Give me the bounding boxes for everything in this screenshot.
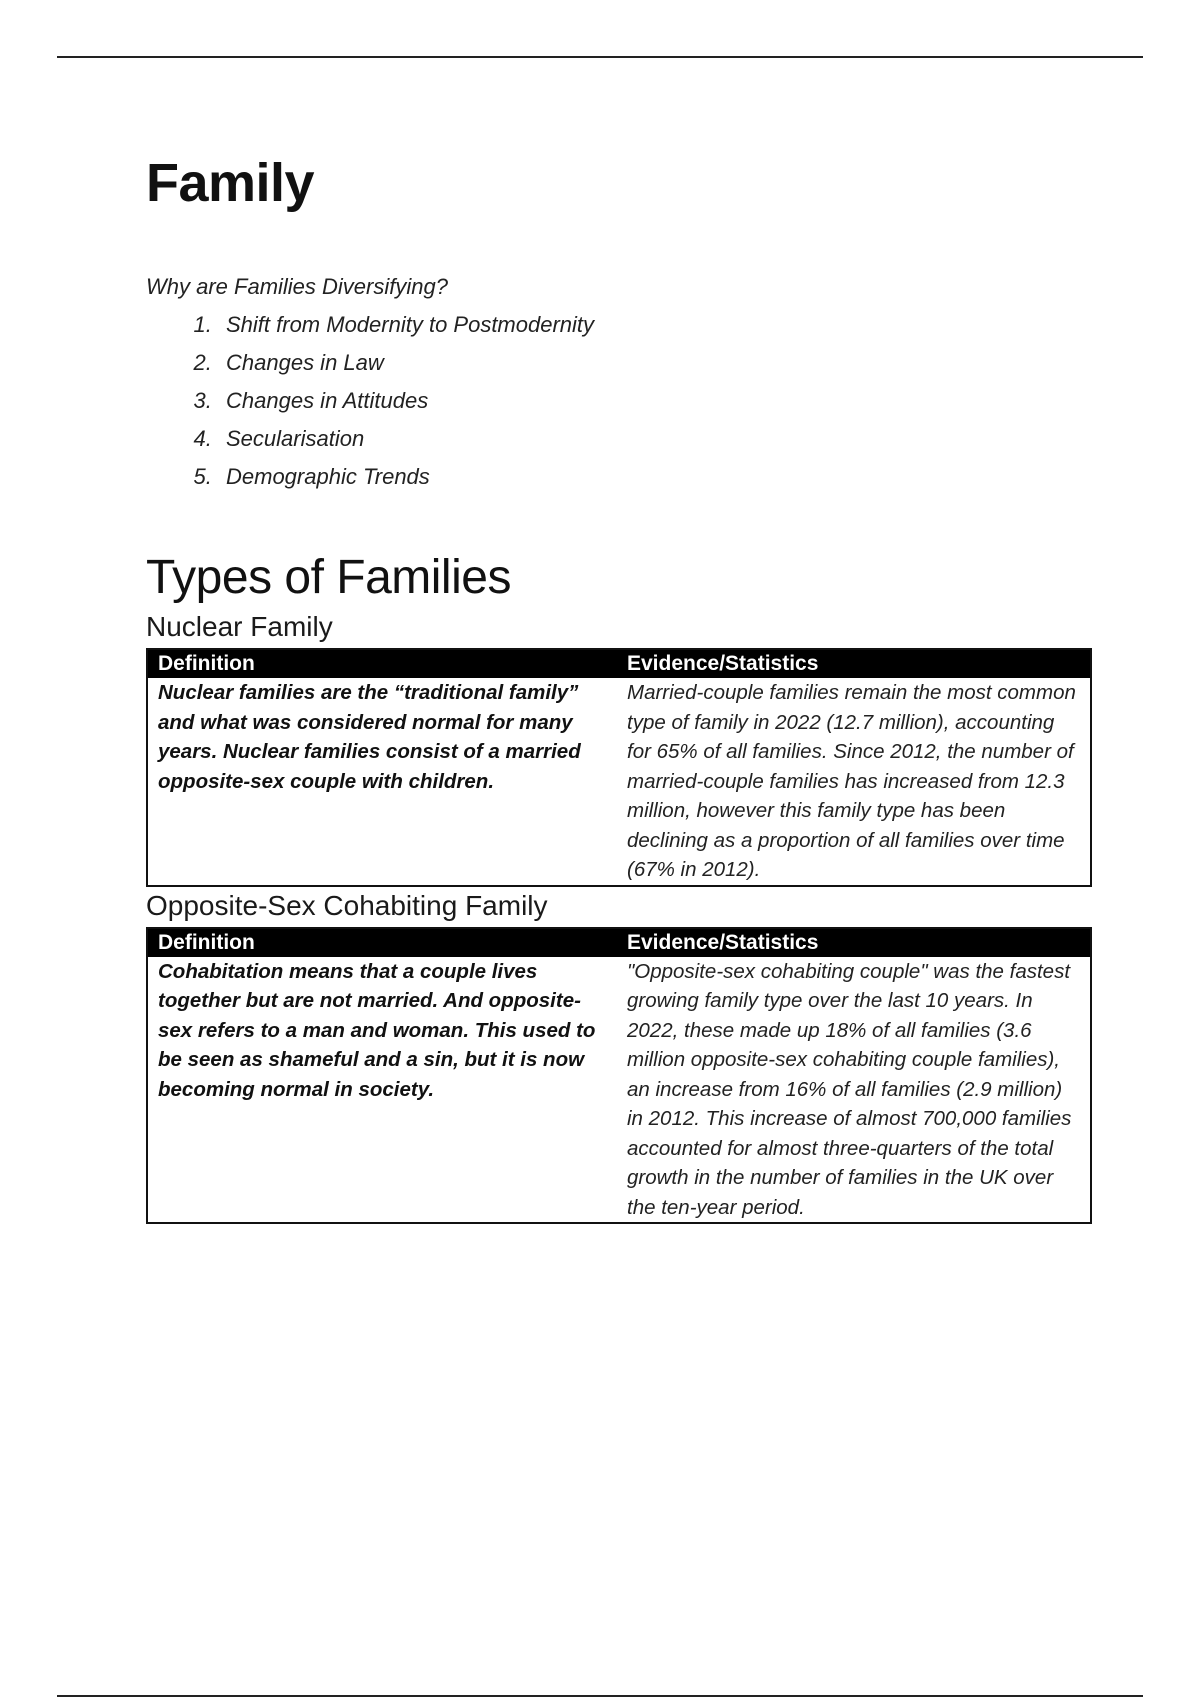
evidence-cell: "Opposite-sex cohabiting couple" was the fastest growing family type over the last 10 years. In 2022, these made up 18% of all families (3.6 million opposite-sex cohabiting couple families), an increase from 16% of all families (2.9 million) in 2012. This increase of almost 700,000 families accounted for almost three-quarters of the total growth in the number of families in the UK over the ten-year period. [627,959,1072,1219]
table-header-row [147,649,1091,678]
intro-question: Why are Families Diversifying? [146,274,448,299]
definition-header: Definition [147,649,617,678]
evidence-header: Evidence/Statistics [617,928,1091,957]
reason-item: 5. Demographic Trends [218,458,1090,496]
table-row [147,678,1091,886]
nuclear-family-heading: Nuclear Family [146,611,333,642]
definition-cell: Cohabitation means that a couple lives together but are not married. And opposite-sex refers to a man and woman. This used to be seen as shameful and a sin, but it is now becoming normal in society. [158,959,596,1101]
reason-item: 2. Changes in Law [218,344,1090,382]
evidence-header: Evidence/Statistics [617,649,1091,678]
evidence-cell: Married-couple families remain the most common type of family in 2022 (12.7 million), accounting for 65% of all families. Since 2012, the number of married-couple families has increased from 12.3 million, however this family type has been declining as a proportion of all families over time (67% in 2012). [627,681,1076,881]
definition-header: Definition [147,928,617,957]
reasons-list [146,306,1090,496]
document-title: Family [146,153,315,213]
nuclear-family-table [146,648,1092,887]
bottom-rule [57,1695,1143,1697]
section-title: Types of Families [146,551,511,604]
reason-item: 4. Secularisation [218,420,1090,458]
page-content [146,148,1090,1224]
reason-item: 3. Changes in Attitudes [218,382,1090,420]
table-header-row [147,928,1091,957]
top-rule [57,56,1143,58]
table-row [147,957,1091,1224]
reason-item: 1. Shift from Modernity to Postmodernity [218,306,1090,344]
definition-cell: Nuclear families are the “traditional family” and what was considered normal for many years. Nuclear families consist of a married opposite-sex couple with children. [158,681,581,793]
cohabiting-family-heading: Opposite-Sex Cohabiting Family [146,889,548,921]
cohabiting-family-table [146,927,1092,1225]
